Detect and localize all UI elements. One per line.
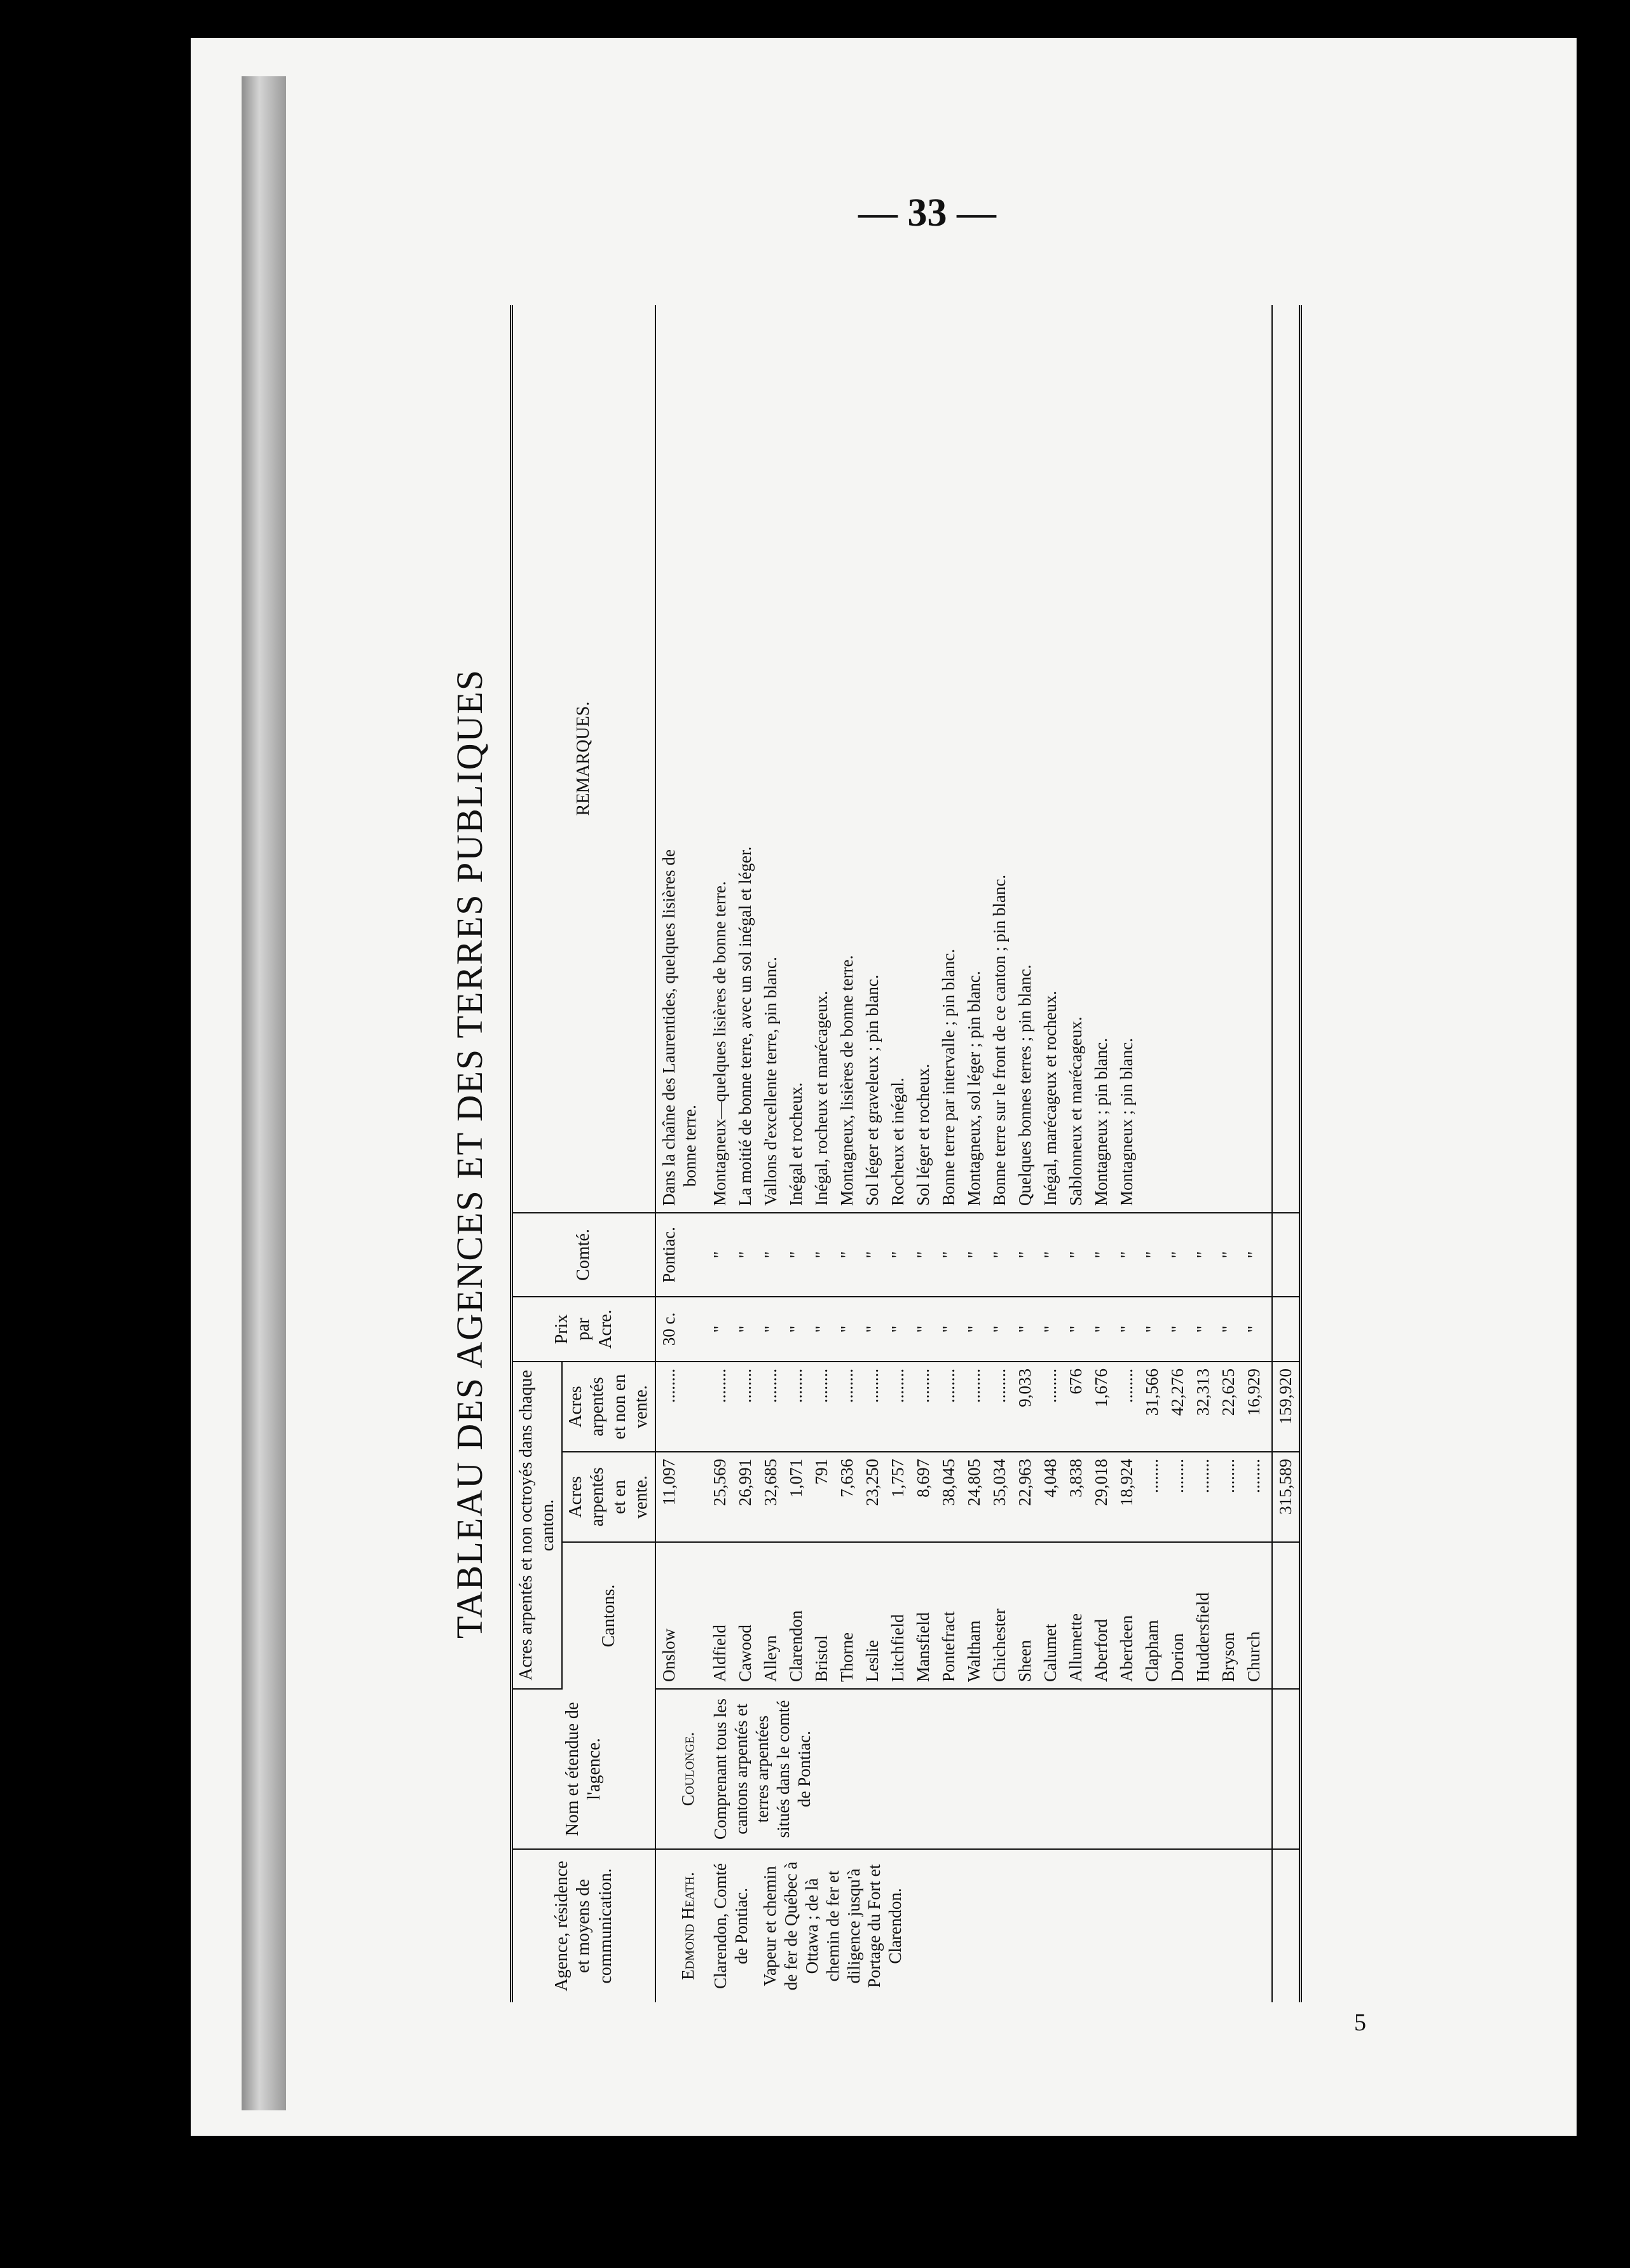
remark-line: Montagneux, sol léger ; pin blanc.	[964, 971, 983, 1206]
non-en-vente-cell: 1,676	[1091, 1369, 1111, 1407]
canton-cell: Church	[1243, 1631, 1263, 1682]
prix-cell: "	[837, 1325, 856, 1333]
nom-cell	[655, 1689, 1272, 1849]
table-body-row	[655, 305, 1272, 2002]
header-acres-group: Acres arpentés et non octroyés dans chaque canton.	[512, 1362, 563, 1689]
en-vente-cell: ........	[1142, 1459, 1161, 1493]
en-vente-cell: 8,697	[913, 1459, 933, 1498]
en-vente-cell: 24,805	[964, 1459, 983, 1506]
canton-cell: Litchfield	[887, 1614, 907, 1682]
comte-cell: "	[913, 1251, 933, 1259]
en-vente-cell: 32,685	[760, 1459, 780, 1506]
prix-cell: "	[735, 1325, 755, 1333]
header-row-1	[512, 305, 563, 2002]
total-non-en-vente: 159,920	[1272, 1362, 1300, 1452]
en-vente-cell: 29,018	[1091, 1459, 1111, 1506]
remark-cell	[913, 311, 938, 1206]
prix-cell: "	[1040, 1325, 1060, 1333]
remark-line: bonne terre.	[680, 1105, 699, 1187]
prix-cell: "	[1243, 1325, 1263, 1333]
canton-cell: Thorne	[837, 1632, 856, 1682]
remark-cell	[811, 311, 837, 1206]
header-comte: Comté.	[512, 1213, 655, 1297]
prix-cell: "	[786, 1325, 805, 1333]
agency-cell	[655, 1849, 1272, 2002]
remark-line: Montagneux—quelques lisières de bonne terre.	[709, 881, 729, 1206]
comte-cell: "	[811, 1251, 831, 1259]
remark-cell	[1091, 311, 1116, 1206]
remark-cell	[1116, 311, 1142, 1206]
non-en-vente-cell: ........	[1040, 1369, 1060, 1403]
prix-cell: "	[1142, 1325, 1161, 1333]
non-en-vente-cell: 22,625	[1218, 1369, 1238, 1416]
prix-cell: "	[760, 1325, 780, 1333]
comte-column	[655, 1213, 1272, 1297]
prix-cell: "	[1015, 1325, 1034, 1333]
table-title: TABLEAU DES AGENCES ET DES TERRES PUBLIQUES	[449, 668, 490, 1639]
agency-name: Coulonge.	[678, 1732, 697, 1807]
comte-cell: "	[989, 1251, 1009, 1259]
comte-cell: "	[760, 1251, 780, 1259]
comte-cell: Pontiac.	[659, 1227, 678, 1283]
canton-cell: Sheen	[1015, 1640, 1034, 1682]
comte-cell: "	[786, 1251, 805, 1259]
remark-cell	[1142, 311, 1167, 1206]
comte-cell: "	[1218, 1251, 1238, 1259]
remark-line: Sablonneux et marécageux.	[1065, 1016, 1085, 1206]
en-vente-cell: 11,097	[659, 1459, 678, 1506]
agency-place: Clarendon, Comté de Pontiac.	[710, 1863, 751, 1989]
header-prix: Prix par Acre.	[512, 1297, 655, 1362]
prix-cell: 30 c.	[659, 1312, 678, 1346]
non-en-vente-cell: 16,929	[1243, 1369, 1263, 1416]
comte-cell: "	[837, 1251, 856, 1259]
prix-cell: "	[862, 1325, 882, 1333]
remark-cell	[1065, 311, 1091, 1206]
rotated-table-region	[448, 305, 1434, 2002]
canton-cell: Chichester	[989, 1608, 1009, 1682]
en-vente-cell: 26,991	[735, 1459, 755, 1506]
prix-cell: "	[811, 1325, 831, 1333]
remark-line: Inégal, marécageux et rocheux.	[1040, 990, 1060, 1206]
non-en-vente-cell: ........	[938, 1369, 958, 1403]
canton-cell: Clapham	[1142, 1620, 1161, 1682]
en-vente-cell: 7,636	[837, 1459, 856, 1498]
remark-cell	[760, 311, 786, 1206]
en-vente-cell: 1,071	[786, 1459, 805, 1498]
canton-cell: Alleyn	[760, 1635, 780, 1682]
prix-cell: "	[1218, 1325, 1238, 1333]
remark-cell	[659, 311, 709, 1206]
canton-cell: Aberford	[1091, 1619, 1111, 1682]
comte-cell: "	[887, 1251, 907, 1259]
remarques-column	[655, 305, 1272, 1213]
total-en-vente: 315,589	[1272, 1452, 1300, 1542]
cantons-column	[655, 1542, 1272, 1689]
non-en-vente-cell: 32,313	[1193, 1369, 1212, 1416]
en-vente-cell: 18,924	[1116, 1459, 1136, 1506]
non-en-vente-cell: ........	[913, 1369, 933, 1403]
en-vente-cell: ........	[1167, 1459, 1187, 1493]
non-en-vente-cell: ........	[837, 1369, 856, 1403]
non-en-vente-cell: 31,566	[1142, 1369, 1161, 1416]
remark-cell	[1193, 311, 1218, 1206]
en-vente-cell: ........	[1218, 1459, 1238, 1493]
binding-shadow	[242, 76, 286, 2110]
remark-cell	[735, 311, 760, 1206]
remark-line: Dans la chaîne des Laurentides, quelques lisières de	[659, 849, 678, 1206]
header-cantons: Cantons.	[562, 1542, 655, 1689]
header-nom: Nom et étendue de l'agence.	[512, 1689, 655, 1849]
comte-cell: "	[1193, 1251, 1212, 1259]
remark-line: Inégal, rocheux et marécageux.	[811, 990, 831, 1206]
header-acres-non-en-vente: Acres arpentés et non en vente.	[562, 1362, 655, 1452]
remark-line: Montagneux ; pin blanc.	[1091, 1038, 1111, 1206]
en-vente-cell: 791	[811, 1459, 831, 1485]
non-en-vente-cell: ........	[786, 1369, 805, 1403]
en-vente-cell: 1,757	[887, 1459, 907, 1498]
page-number: — 33 —	[858, 191, 996, 235]
canton-cell: Clarendon	[786, 1610, 805, 1682]
non-en-vente-column	[655, 1362, 1272, 1452]
non-en-vente-cell: ........	[862, 1369, 882, 1403]
comte-cell: "	[1243, 1251, 1263, 1259]
remark-line: Rocheux et inégal.	[887, 1077, 907, 1206]
en-vente-cell: 22,963	[1015, 1459, 1034, 1506]
sheet-number: 5	[1354, 2009, 1366, 2036]
canton-cell: Calumet	[1040, 1623, 1060, 1682]
non-en-vente-cell: 42,276	[1167, 1369, 1187, 1416]
canton-cell: Cawood	[735, 1625, 755, 1682]
remark-line: Sol léger et graveleux ; pin blanc.	[862, 974, 882, 1206]
non-en-vente-cell: 9,033	[1015, 1369, 1034, 1407]
remark-line: Inégal et rocheux.	[786, 1082, 805, 1206]
prix-cell: "	[1167, 1325, 1187, 1333]
canton-cell: Waltham	[964, 1620, 983, 1682]
en-vente-cell: ........	[1193, 1459, 1212, 1493]
prix-cell: "	[887, 1325, 907, 1333]
canton-cell: Onslow	[659, 1628, 678, 1682]
en-vente-cell: ........	[1243, 1459, 1263, 1493]
en-vente-cell: 25,569	[709, 1459, 729, 1506]
canton-cell: Mansfield	[913, 1612, 933, 1682]
remark-line: Quelques bonnes terres ; pin blanc.	[1015, 964, 1034, 1206]
canton-cell: Aldfield	[709, 1625, 729, 1682]
remark-line: Bonne terre par intervalle ; pin blanc.	[938, 948, 958, 1206]
comte-cell: "	[1167, 1251, 1187, 1259]
non-en-vente-cell: ........	[1116, 1369, 1136, 1403]
en-vente-cell: 23,250	[862, 1459, 882, 1506]
remark-cell	[989, 311, 1015, 1206]
canton-cell: Bristol	[811, 1635, 831, 1682]
non-en-vente-cell: ........	[811, 1369, 831, 1403]
remark-cell	[1218, 311, 1243, 1206]
header-agency: Agence, résidence et moyens de communication.	[512, 1849, 655, 2002]
comte-cell: "	[1142, 1251, 1161, 1259]
remark-cell	[862, 311, 887, 1206]
prix-cell: "	[913, 1325, 933, 1333]
prix-cell: "	[709, 1325, 729, 1333]
remark-line: Montagneux ; pin blanc.	[1116, 1038, 1136, 1206]
remark-cell	[964, 311, 989, 1206]
header-remarques: REMARQUES.	[512, 305, 655, 1213]
comte-cell: "	[862, 1251, 882, 1259]
remark-line: Sol léger et rocheux.	[913, 1063, 933, 1206]
canton-cell: Allumette	[1065, 1613, 1085, 1682]
prix-cell: "	[1193, 1325, 1212, 1333]
non-en-vente-cell: ........	[760, 1369, 780, 1403]
page-edge	[0, 2136, 1630, 2268]
en-vente-column	[655, 1452, 1272, 1542]
en-vente-cell: 35,034	[989, 1459, 1009, 1506]
non-en-vente-cell: ........	[709, 1369, 729, 1403]
remark-cell	[938, 311, 964, 1206]
prix-cell: "	[938, 1325, 958, 1333]
comte-cell: "	[1015, 1251, 1034, 1259]
comte-cell: "	[1040, 1251, 1060, 1259]
non-en-vente-cell: ........	[659, 1369, 678, 1403]
agency-transport: Vapeur et chemin de fer de Québec à Ottawa ; de là chemin de fer et diligence jusqu'à Portage du Fort et Clarendon.	[760, 1861, 905, 1991]
comte-cell: "	[1116, 1251, 1136, 1259]
comte-cell: "	[938, 1251, 958, 1259]
totals-row	[1272, 305, 1300, 2002]
canton-cell: Aberdeen	[1116, 1615, 1136, 1682]
remark-cell	[1243, 311, 1269, 1206]
en-vente-cell: 4,048	[1040, 1459, 1060, 1498]
prix-cell: "	[964, 1325, 983, 1333]
non-en-vente-cell: ........	[989, 1369, 1009, 1403]
remark-line: La moitié de bonne terre, avec un sol inégal et léger.	[735, 846, 755, 1206]
canton-cell: Huddersfield	[1193, 1592, 1212, 1682]
prix-column	[655, 1297, 1272, 1362]
comte-cell: "	[735, 1251, 755, 1259]
header-acres-en-vente: Acres arpentés et en vente.	[562, 1452, 655, 1542]
remark-cell	[1167, 311, 1193, 1206]
non-en-vente-cell: ........	[887, 1369, 907, 1403]
remark-line: Montagneux, lisières de bonne terre.	[837, 955, 856, 1206]
canton-cell: Leslie	[862, 1640, 882, 1682]
prix-cell: "	[1116, 1325, 1136, 1333]
prix-cell: "	[1091, 1325, 1111, 1333]
remark-line: Bonne terre sur le front de ce canton ; pin blanc.	[989, 874, 1009, 1206]
remark-cell	[837, 311, 862, 1206]
remark-cell	[1015, 311, 1040, 1206]
non-en-vente-cell: ........	[964, 1369, 983, 1403]
public-lands-table	[510, 305, 1302, 2002]
agent-name: Edmond Heath.	[678, 1872, 697, 1980]
prix-cell: "	[1065, 1325, 1085, 1333]
comte-cell: "	[709, 1251, 729, 1259]
comte-cell: "	[1065, 1251, 1085, 1259]
en-vente-cell: 3,838	[1065, 1459, 1085, 1498]
prix-cell: "	[989, 1325, 1009, 1333]
non-en-vente-cell: ........	[735, 1369, 755, 1403]
remark-cell	[887, 311, 913, 1206]
canton-cell: Bryson	[1218, 1632, 1238, 1682]
agency-description: Comprenant tous les cantons arpentés et terres arpentées situés dans le comté de Pontiac.	[710, 1698, 814, 1840]
comte-cell: "	[964, 1251, 983, 1259]
canton-cell: Pontefract	[938, 1611, 958, 1682]
remark-cell	[786, 311, 811, 1206]
non-en-vente-cell: 676	[1065, 1369, 1085, 1395]
comte-cell: "	[1091, 1251, 1111, 1259]
remark-cell	[709, 311, 735, 1206]
canton-cell: Dorion	[1167, 1633, 1187, 1682]
remark-line: Vallons d'excellente terre, pin blanc.	[760, 957, 780, 1206]
en-vente-cell: 38,045	[938, 1459, 958, 1506]
remark-cell	[1040, 311, 1065, 1206]
